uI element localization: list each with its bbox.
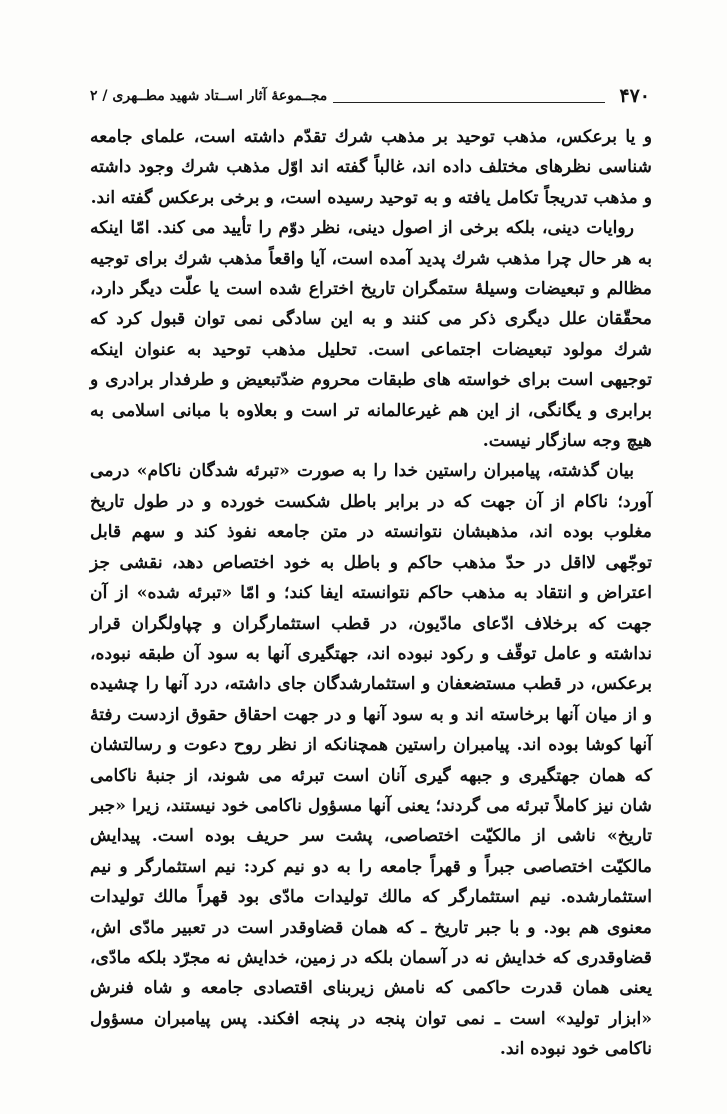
paragraph: بیان گذشته، پیامبران راستین خدا را به صورت «تبرئه شدگان ناکام» درمی آورد؛ ناکام از آن جهت که در برابر باطل شکست خورده و در طول تاریخ مغلوب بوده اند، مذهبشان نتوانسته در متن جامعه نفوذ کند و سهم قابل توجّهی لااقل در حدّ مذهب حاکم و باطل به خود اختصاص دهد، نقشی جز اعتراض و انتقاد به مذهب حاکم نتوانسته ایفا کند؛ و امّا «تبرئه شده» از آن جهت که برخلاف ادّعای مادّیون، در قطب استثمارگران و چپاولگران قرار نداشته و عامل توقّف و رکود نبوده اند، جهتگیری آنها به سود آن طبقه نبوده، برعکس، در قطب مستضعفان و استثمارشدگان جای داشته، درد آنها را چشیده و از میان آنها برخاسته اند و به سود آنها و در جهت احقاق حقوق ازدست رفتهٔ آنها کوشا بوده اند. پیامبران راستین همچنانکه از نظر روح دعوت و رسالتشان که همان جهتگیری و جبهه گیری آنان است تبرئه می شوند، از جنبهٔ ناکامی شان نیز کاملاً تبرئه می گردند؛ یعنی آنها مسؤول ناکامی خود نیستند، زیرا «جبر تاریخ» ناشی از مالکیّت اختصاصی، پشت سر حریف بوده است. پیدایش مالکیّت اختصاصی جبراً و قهراً جامعه را به دو نیم کرد: نیم استثمارگر و نیم استثمارشده. نیم استثمارگر که مالك تولیدات مادّی بود قهراً مالك تولیدات معنوی هم بود. و با جبر تاریخ ـ که همان قضاوقدر است در تعبیر مادّی اش، قضاوقدری که خدایش نه در آسمان بلکه در زمین، خدایش نه مجرّد بلکه مادّی، یعنی همان قدرت حاکمی که نامش زیربنای اقتصادی جامعه و شاه فنرش «ابزار تولید» است ـ نمی توان پنجه در پنجه افکند. پس پیامبران مسؤول ناکامی خود نبوده اند. [90, 461, 652, 1060]
header-rule [333, 102, 605, 103]
page-header [90, 84, 650, 108]
paragraph: و یا برعکس، مذهب توحید بر مذهب شرك تقدّم داشته است، علمای جامعه شناسی نظرهای مختلف داده اند، غالباً گفته اند اوّل مذهب شرك وجود داشته و مذهب تدریجاً تکامل یافته و به توحید رسیده است، و برخی برعکس گفته اند. [90, 127, 652, 208]
body-text [90, 122, 652, 1065]
paragraph: روایات دینی، بلکه برخی از اصول دینی، نظر دوّم را تأیید می کند. امّا اینکه به هر حال چرا مذهب شرك پدید آمده است، آیا واقعاً مذهب شرك برای توجیه مظالم و تبعیضات وسیلهٔ ستمگران تاریخ اختراع شده است یا علّت دیگر دارد، محقّقان علل دیگری ذکر می کنند و به این سادگی نمی توان قبول کرد که شرك مولود تبعیضات اجتماعی است. تحلیل مذهب توحید به عنوان اینکه توجیهی است برای خواسته های طبقات محروم ضدّتبعیض و طرفدار برادری و برابری و یگانگی، از این هم غیرعالمانه تر است و بعلاوه با مبانی اسلامی به هیچ وجه سازگار نیست. [90, 218, 652, 452]
page-number: ۴۷۰ [619, 85, 650, 107]
running-title: مجــموعهٔ آثار اســتاد شهید مطــهری / ۲ [90, 88, 328, 104]
